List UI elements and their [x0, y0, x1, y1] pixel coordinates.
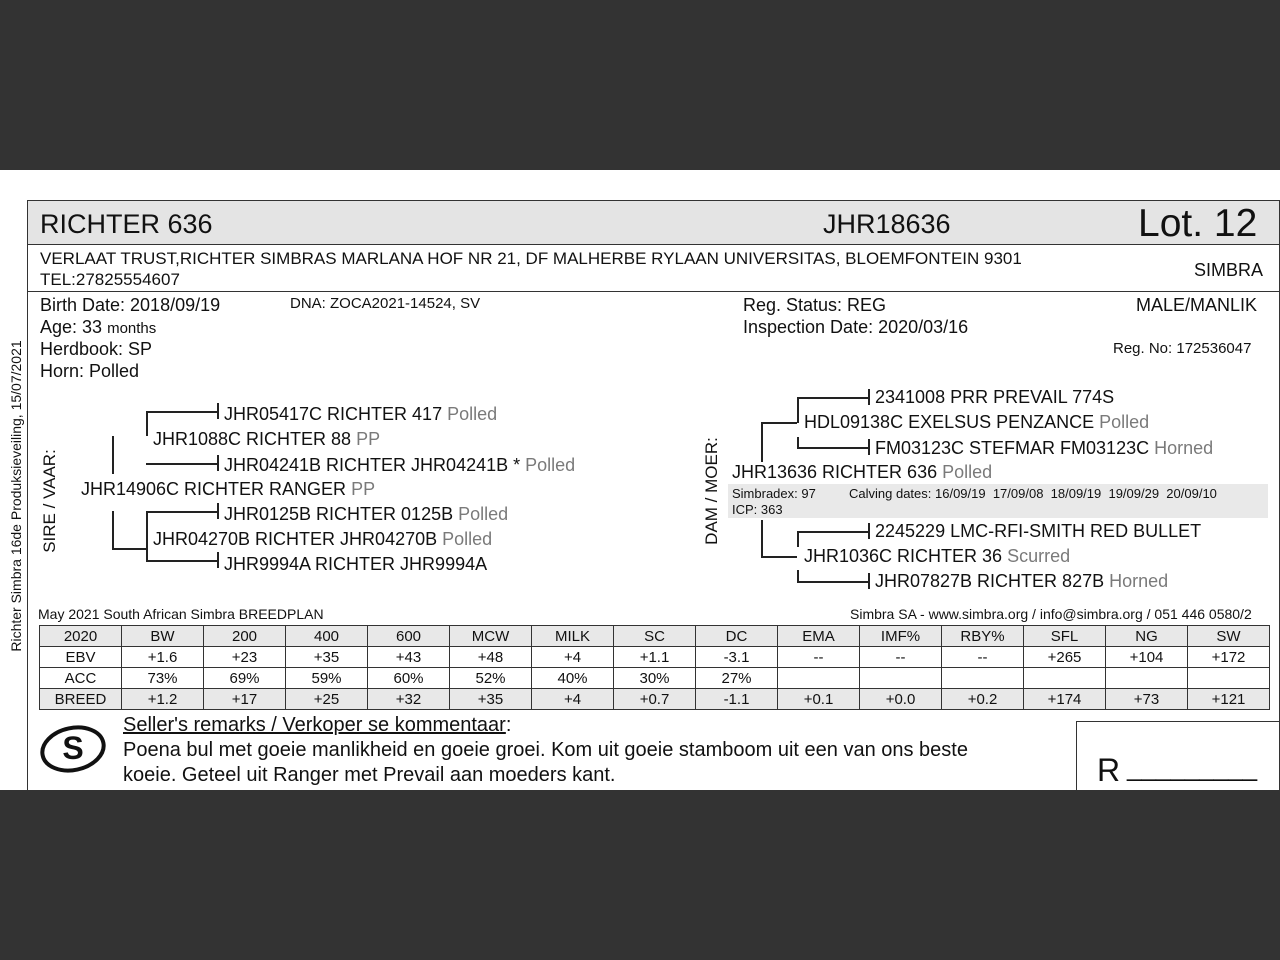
ebv-cell: +0.2 [942, 689, 1024, 710]
pedigree-name: JHR1036C RICHTER 36 [804, 546, 1003, 566]
ebv-cell: +0.1 [778, 689, 860, 710]
ebv-cell: 40% [532, 668, 614, 689]
tree-line [868, 573, 870, 589]
ebv-cell: ACC [40, 668, 122, 689]
price-box[interactable] [1076, 721, 1280, 790]
ebv-cell: +43 [368, 647, 450, 668]
dam-sire-dam [875, 438, 1213, 459]
registration-code: JHR18636 [823, 209, 951, 239]
breed-label: SIMBRA [1194, 260, 1264, 280]
remarks-title: Seller's remarks / Verkoper se kommentaar [123, 714, 506, 736]
sire-dam [153, 529, 492, 550]
pedigree-name: JHR04241B RICHTER JHR04241B * [224, 455, 521, 475]
remarks-line-2: koeie. Geteel uit Ranger met Prevail aan moeders kant. [123, 764, 616, 786]
ebv-cell: +35 [286, 647, 368, 668]
dam-label: DAM / MOER: [702, 437, 721, 545]
ebv-cell: +0.0 [860, 689, 942, 710]
ebv-header-cell: 2020 [40, 626, 122, 647]
ebv-header-cell: SW [1188, 626, 1270, 647]
pedigree-name: JHR05417C RICHTER 417 [224, 404, 443, 424]
tree-line [146, 511, 148, 561]
ebv-cell [1024, 668, 1106, 689]
ebv-cell: 60% [368, 668, 450, 689]
pedigree-tag: Polled [458, 504, 509, 524]
ebv-cell: +1.2 [122, 689, 204, 710]
dam-dam [804, 546, 1070, 567]
ebv-cell [1188, 668, 1270, 689]
animal-name: RICHTER 636 [40, 209, 213, 239]
simbra-logo-icon [38, 721, 108, 777]
pedigree-tag: Horned [1154, 438, 1214, 458]
tree-line [217, 403, 219, 419]
ebv-cell: +4 [532, 647, 614, 668]
icp: ICP: 363 [732, 502, 783, 517]
pedigree-name: JHR0125B RICHTER 0125B [224, 504, 454, 524]
pedigree-name: JHR04270B RICHTER JHR04270B [153, 529, 438, 549]
dam-sire [804, 412, 1149, 433]
dam-dam-dam [875, 571, 1168, 592]
sire-sire-dam [224, 455, 575, 476]
owner-bar [28, 245, 1279, 292]
ebv-cell: +35 [450, 689, 532, 710]
sire-sire-sire [224, 404, 497, 425]
pedigree-name: JHR07827B RICHTER 827B [875, 571, 1105, 591]
title-bar [28, 201, 1279, 245]
tree-line [112, 548, 148, 550]
ebv-cell: BREED [40, 689, 122, 710]
ebv-cell: +1.6 [122, 647, 204, 668]
ebv-row [40, 647, 1270, 668]
ebv-cell: 69% [204, 668, 286, 689]
ebv-cell: +4 [532, 689, 614, 710]
ebv-header-cell: IMF% [860, 626, 942, 647]
ebv-header-cell: 400 [286, 626, 368, 647]
tree-line [146, 511, 218, 513]
pedigree-tag: Horned [1109, 571, 1169, 591]
ebv-header-cell: MCW [450, 626, 532, 647]
simbradex: Simbradex: 97 [732, 486, 816, 501]
pedigree-name: HDL09138C EXELSUS PENZANCE [804, 412, 1095, 432]
tree-line [797, 531, 799, 547]
pedigree-tag: Polled [525, 455, 576, 475]
tree-line [868, 389, 870, 405]
price-blank: _________ [1127, 752, 1258, 782]
tree-line [217, 503, 219, 519]
herdbook: Herdbook: SP [40, 339, 153, 359]
pedigree-tag: Scurred [1007, 546, 1071, 566]
dam-main [732, 462, 992, 483]
pedigree-name: JHR9994A RICHTER JHR9994A [224, 554, 488, 574]
breedplan-contact: Simbra SA - www.simbra.org / info@simbra.org / 051 446 0580/2 [850, 606, 1252, 622]
tree-line [797, 397, 799, 423]
ebv-cell: EBV [40, 647, 122, 668]
ebv-cell: -- [942, 647, 1024, 668]
calving-dates: Calving dates: 16/09/19 17/09/08 18/09/19 19/09/29 20/09/10 [849, 486, 1217, 501]
price-currency: R [1097, 752, 1121, 788]
ebv-cell: +0.7 [614, 689, 696, 710]
ebv-cell: 30% [614, 668, 696, 689]
tree-line [868, 439, 870, 455]
ebv-header-cell: 600 [368, 626, 450, 647]
ebv-cell: +25 [286, 689, 368, 710]
dam-dam-sire [875, 521, 1201, 542]
ebv-cell: +172 [1188, 647, 1270, 668]
age-unit: months [107, 320, 157, 337]
pedigree-name: FM03123C STEFMAR FM03123C [875, 438, 1150, 458]
ebv-cell: +1.1 [614, 647, 696, 668]
owner-phone: TEL:27825554607 [40, 270, 180, 289]
ebv-cell: +174 [1024, 689, 1106, 710]
ebv-cell: 73% [122, 668, 204, 689]
pedigree-tag: Polled [1099, 412, 1150, 432]
age-value: Age: 33 [40, 317, 103, 337]
sex: MALE/MANLIK [1136, 295, 1258, 315]
pedigree-name: 2245229 LMC-RFI-SMITH RED BULLET [875, 521, 1202, 541]
svg-text:S: S [62, 730, 84, 766]
ebv-cell [778, 668, 860, 689]
ebv-cell: +265 [1024, 647, 1106, 668]
birth-date: Birth Date: 2018/09/19 [40, 295, 221, 315]
ebv-cell: 27% [696, 668, 778, 689]
breed-row [40, 689, 1270, 710]
tree-line [112, 511, 114, 548]
ebv-header-cell: NG [1106, 626, 1188, 647]
ebv-cell: +73 [1106, 689, 1188, 710]
ebv-header-cell: BW [122, 626, 204, 647]
tree-line [868, 523, 870, 539]
pedigree-name: JHR1088C RICHTER 88 [153, 429, 352, 449]
tree-line [761, 556, 797, 558]
ebv-cell: 59% [286, 668, 368, 689]
sire-sire [153, 429, 380, 450]
inspection-date: Inspection Date: 2020/03/16 [743, 317, 969, 337]
pedigree-name: 2341008 PRR PREVAIL 774S [875, 387, 1115, 407]
tree-line [146, 411, 148, 436]
ebv-cell: -- [860, 647, 942, 668]
sire-dam-dam [224, 554, 487, 575]
age [40, 317, 156, 338]
reg-status: Reg. Status: REG [743, 295, 887, 315]
tree-line [797, 531, 869, 533]
ebv-header-cell: 200 [204, 626, 286, 647]
remarks-colon: : [505, 714, 512, 736]
pedigree-tag: Polled [442, 529, 493, 549]
lot-number: Lot. 12 [1138, 202, 1258, 245]
ebv-cell: -- [778, 647, 860, 668]
pedigree-name: JHR13636 RICHTER 636 [732, 462, 938, 482]
ebv-cell: +23 [204, 647, 286, 668]
ebv-header-cell: MILK [532, 626, 614, 647]
ebv-cell [942, 668, 1024, 689]
remarks-line-1: Poena bul met goeie manlikheid en goeie groei. Kom uit goeie stamboom uit een van ons beste [123, 739, 968, 761]
ebv-header-row [40, 626, 1270, 647]
ebv-cell [860, 668, 942, 689]
tree-line [797, 581, 869, 583]
remarks-heading [123, 714, 511, 737]
ebv-cell: +48 [450, 647, 532, 668]
owner-address: VERLAAT TRUST,RICHTER SIMBRAS MARLANA HOF NR 21, DF MALHERBE RYLAAN UNIVERSITAS, BLOEMFONTEIN 9301 [40, 249, 1022, 268]
lot-card [27, 200, 1280, 790]
horn-status: Horn: Polled [40, 361, 140, 381]
ebv-header-cell: SFL [1024, 626, 1106, 647]
sire-dam-sire [224, 504, 508, 525]
tree-line [217, 455, 219, 471]
pedigree-tag: PP [356, 429, 381, 449]
ebv-cell: -3.1 [696, 647, 778, 668]
dam-sire-sire [875, 387, 1114, 408]
ebv-cell: 52% [450, 668, 532, 689]
dna-info: DNA: ZOCA2021-14524, SV [290, 295, 481, 312]
tree-line [112, 436, 114, 474]
tree-line [761, 520, 763, 556]
ebv-header-cell: SC [614, 626, 696, 647]
tree-line [761, 422, 797, 424]
tree-line [797, 570, 799, 581]
ebv-cell: +32 [368, 689, 450, 710]
pedigree-tag: PP [351, 479, 376, 499]
tree-line [761, 422, 763, 462]
tree-line [797, 447, 869, 449]
ebv-table [39, 625, 1270, 710]
side-note-text: Richter Simbra 16de Produksieveiling, 15/07/2021 [8, 340, 24, 652]
tree-line [146, 560, 218, 562]
sire-main [81, 479, 375, 500]
ebv-cell: -1.1 [696, 689, 778, 710]
acc-row [40, 668, 1270, 689]
sire-label: SIRE / VAAR: [40, 449, 59, 553]
tree-line [797, 397, 869, 399]
breedplan-source: May 2021 South African Simbra BREEDPLAN [38, 606, 324, 622]
catalogue-sheet [0, 170, 1280, 790]
ebv-header-cell: RBY% [942, 626, 1024, 647]
ebv-cell: +17 [204, 689, 286, 710]
pedigree-tag: Polled [942, 462, 993, 482]
tree-line [146, 411, 218, 413]
ebv-header-cell: EMA [778, 626, 860, 647]
registration-number: Reg. No: 172536047 [1113, 340, 1252, 357]
tree-line [217, 552, 219, 568]
pedigree-name: JHR14906C RICHTER RANGER [81, 479, 347, 499]
tree-line [146, 463, 218, 465]
side-note [6, 310, 26, 682]
ebv-cell: +121 [1188, 689, 1270, 710]
tree-line [797, 437, 799, 447]
ebv-cell [1106, 668, 1188, 689]
ebv-header-cell: DC [696, 626, 778, 647]
ebv-cell: +104 [1106, 647, 1188, 668]
pedigree-tag: Polled [447, 404, 498, 424]
